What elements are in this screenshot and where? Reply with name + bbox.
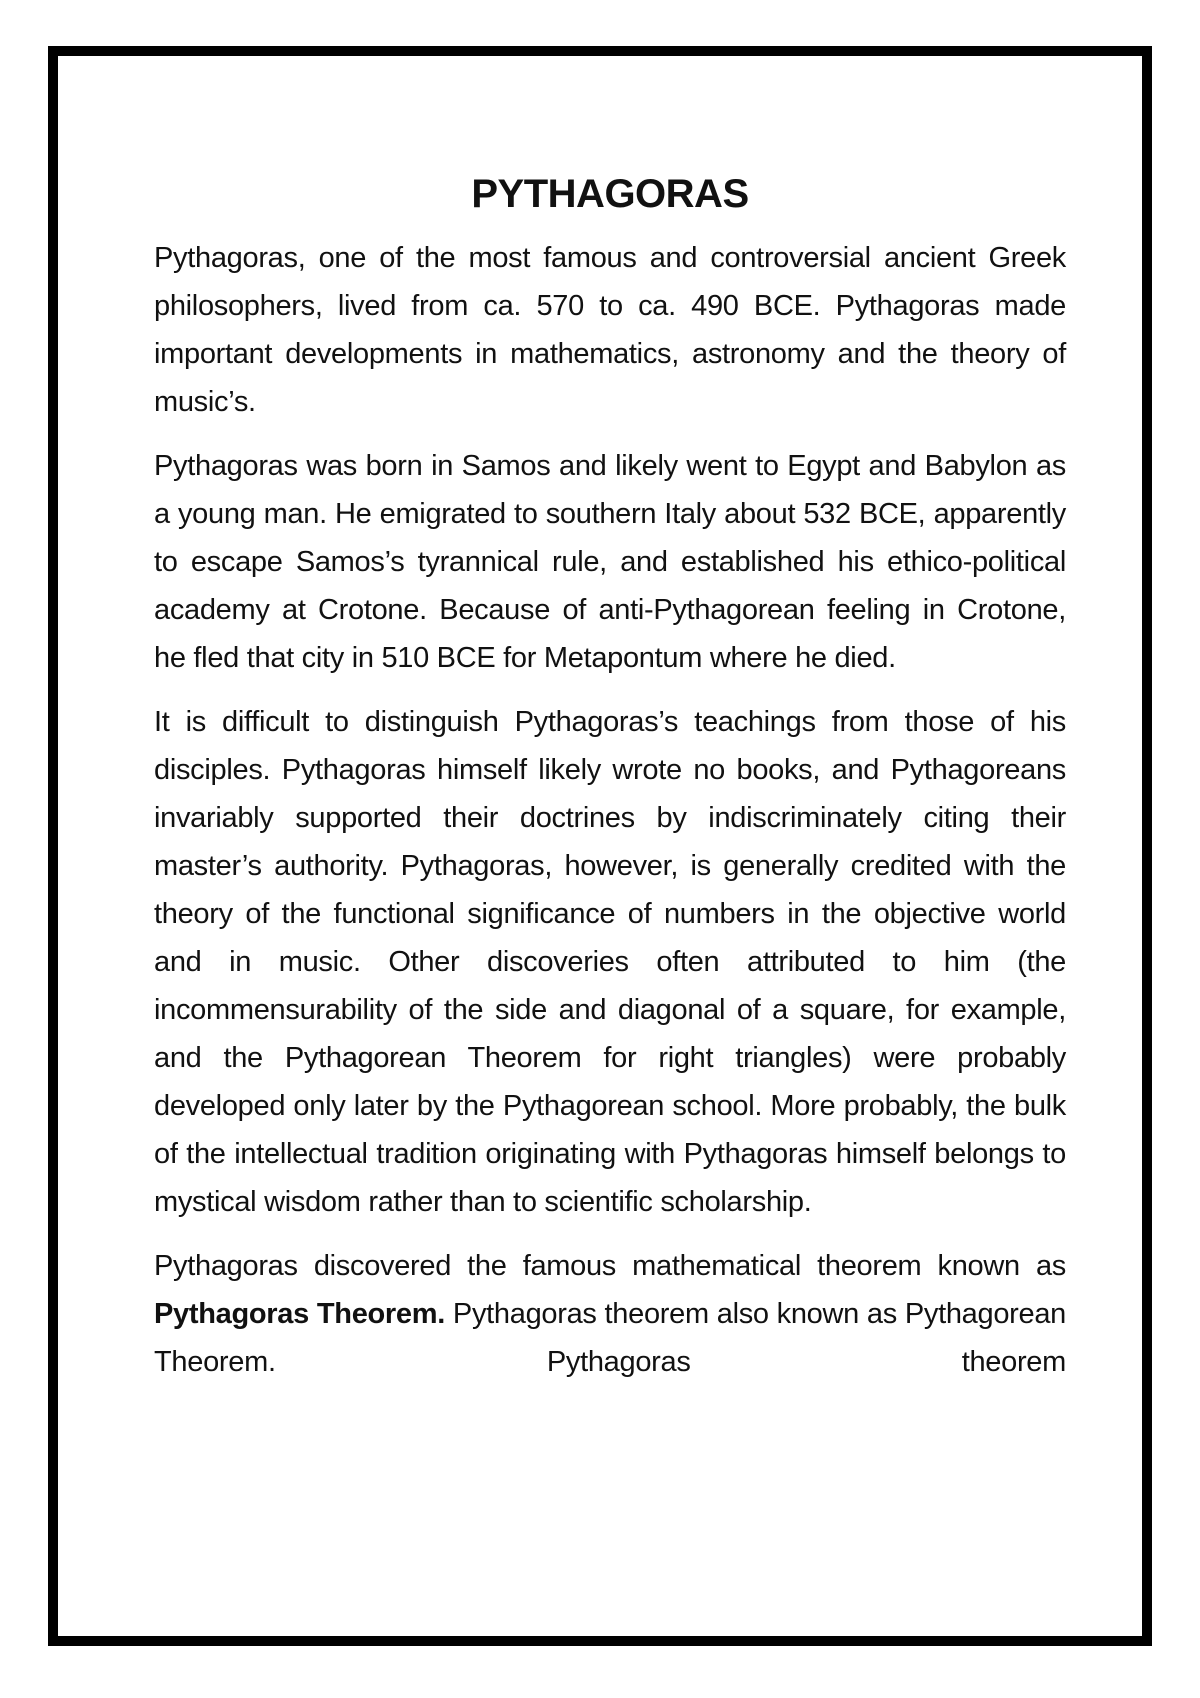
paragraph-intro: Pythagoras, one of the most famous and controversial ancient Greek philosophers, lived from ca. 570 to ca. 490 BCE. Pythagoras made important developments in mathematics, astronomy and the theory of music’s. bbox=[154, 242, 1066, 418]
document-body bbox=[154, 166, 1066, 1402]
paragraph-teachings: It is difficult to distinguish Pythagoras’s teachings from those of his disciples. Pythagoras himself likely wrote no books, and Pythagoreans invariably supported their doctrines by indiscriminately citing their master’s authority. Pythagoras, however, is generally credited with the theory of the functional significance of numbers in the objective world and in music. Other discoveries often attributed to him (the incommensurability of the side and diagonal of a square, for example, and the Pythagorean Theorem for right triangles) were probably developed only later by the Pythagorean school. More probably, the bulk of the intellectual tradition originating with Pythagoras himself belongs to mystical wisdom rather than to scientific scholarship. bbox=[154, 706, 1066, 1218]
theorem-text-end: Pythagoras theorem also known as Pythagorean Theorem. Pythagoras theorem bbox=[154, 1298, 1067, 1378]
theorem-name-bold: Pythagoras Theorem. bbox=[154, 1298, 445, 1330]
document-title: PYTHAGORAS bbox=[471, 172, 749, 216]
paragraph-biography: Pythagoras was born in Samos and likely went to Egypt and Babylon as a young man. He emigrated to southern Italy about 532 BCE, apparently to escape Samos’s tyrannical rule, and established his ethico-political academy at Crotone. Because of anti-Pythagorean feeling in Crotone, he fled that city in 510 BCE for Metapontum where he died. bbox=[154, 450, 1066, 674]
page-border-frame bbox=[48, 46, 1152, 1646]
theorem-text-start: Pythagoras discovered the famous mathematical theorem known as bbox=[154, 1250, 1066, 1282]
paragraph-theorem bbox=[154, 1242, 1066, 1386]
